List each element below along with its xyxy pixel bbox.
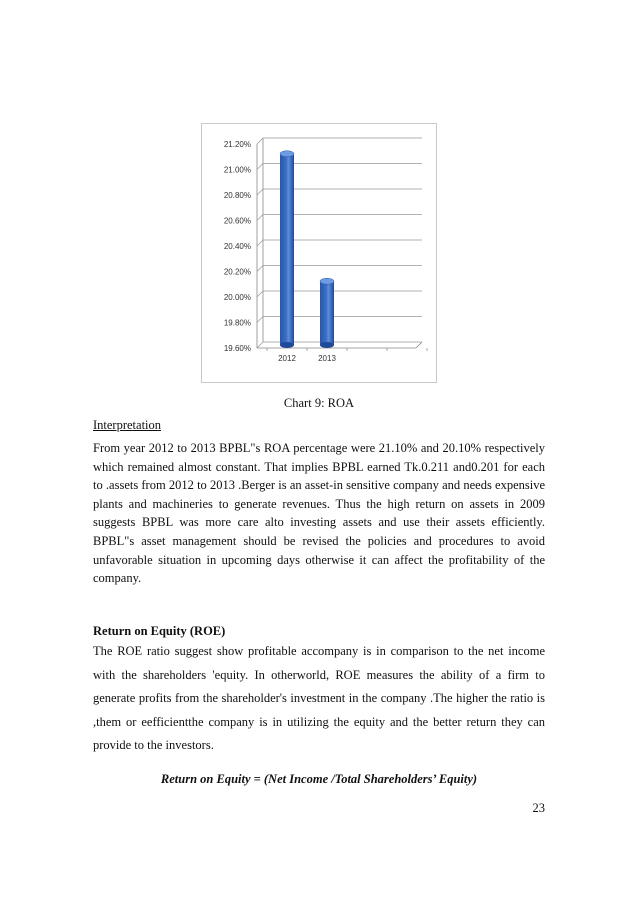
roe-paragraph: The ROE ratio suggest show profitable accompany is in comparison to the net income with the shareholders 'equity. In otherworld, ROE measures the ability of a firm to generate profits from the shareholder's investment in the company .The higher the ratio is ,them or eefficientthe company is in utilizing the equity and the better return they can provide to the investors. — [93, 644, 545, 753]
roa-chart — [201, 123, 437, 383]
x-tick-label: 2012 — [278, 354, 296, 363]
gridline-diagonal — [257, 164, 263, 170]
y-tick-label: 20.40% — [223, 242, 251, 251]
gridline-diagonal — [257, 317, 263, 323]
gridline-diagonal — [257, 138, 263, 144]
gridline-diagonal — [257, 291, 263, 297]
gridline-diagonal — [257, 189, 263, 195]
y-tick-label: 20.80% — [223, 191, 251, 200]
bar-top-2013 — [320, 278, 334, 284]
y-tick-label: 20.60% — [223, 216, 251, 226]
y-tick-label: 21.20% — [223, 140, 251, 149]
gridline-diagonal — [257, 240, 263, 246]
roe-heading: Return on Equity (ROE) — [93, 624, 226, 638]
y-tick-label: 19.80% — [223, 318, 251, 328]
interpretation-heading: Interpretation — [93, 418, 162, 432]
roe-formula: Return on Equity = (Net Income /Total Shareholders’ Equity) — [160, 772, 478, 786]
gridline-diagonal — [257, 215, 263, 221]
y-tick-label: 20.20% — [223, 267, 251, 277]
roa-chart-svg — [202, 124, 436, 382]
bar-top-2012 — [280, 151, 294, 157]
y-tick-label: 19.60% — [223, 344, 251, 353]
page-number: 23 — [532, 801, 545, 815]
y-tick-label: 20.00% — [223, 293, 251, 302]
chart-caption: Chart 9: ROA — [283, 396, 355, 410]
y-tick-label: 21.00% — [223, 165, 251, 175]
gridline-diagonal — [257, 266, 263, 272]
bar-base-2013 — [320, 342, 334, 348]
bar-2012 — [280, 154, 294, 345]
floor-edge — [416, 342, 422, 348]
bar-base-2012 — [280, 342, 294, 348]
interpretation-paragraph: From year 2012 to 2013 BPBL"s ROA percentage were 21.10% and 20.10% respectively which remained almost constant. That implies BPBL earned Tk.0.211 and0.201 for each to .assets from 2012 to 2013 .Berger is an asset-in sensitive company and needs expensive plants and machineries to generate revenues. Thus the high return on assets in 2009 suggests BPBL was more care alto investing assets and use their assets efficiently. BPBL"s asset management should be revised the policies and procedures to avoid unfavorable situation in upcoming days otherwise it can affect the profitability of the company. — [93, 441, 545, 586]
gridline-diagonal — [257, 342, 263, 348]
x-tick-label: 2013 — [318, 354, 336, 363]
bar-2013 — [320, 281, 334, 345]
